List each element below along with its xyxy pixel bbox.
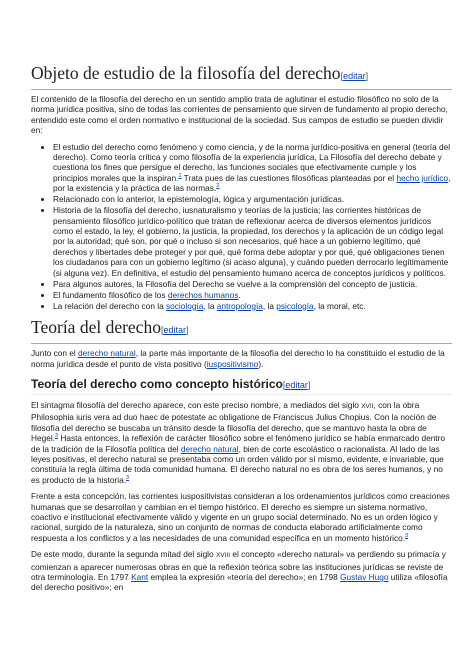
paragraph-text: emplea la expresión «teoría del derecho»; en 1798	[148, 572, 341, 582]
list-item-text: , la	[262, 300, 277, 311]
article-content	[31, 63, 452, 599]
subsection-title: Teoría del derecho como concepto histórico	[31, 376, 283, 391]
list-item: • Relacionado con lo anterior, la epistemología, lógica y argumentación jurídicas.	[53, 194, 452, 204]
edit-section-link[interactable]: editar	[343, 71, 366, 81]
paragraph-text: Hasta entonces, la reflexión de carácter filosófico sobre el fenómeno jurídico se había enmarcado dentro de la tradición de la Filosofía política del	[31, 433, 445, 454]
century-numeral: XVIII	[215, 552, 231, 560]
reference-2[interactable]: 2	[216, 183, 220, 190]
paragraph-text: , la parte más importante de la filosofía del derecho lo ha constituido el estudio de la norma jurídica desde el punto de vista positivo (	[31, 348, 445, 369]
historico-paragraph-1	[31, 400, 452, 485]
edit-section-link-wrapper: [editar]	[160, 325, 189, 336]
list-item	[53, 290, 452, 300]
historico-paragraph-3	[31, 549, 452, 593]
paragraph-text: utiliza «filosofía del derecho positivo»; en	[31, 572, 448, 593]
century-numeral: XVII	[361, 402, 374, 410]
reference-3[interactable]: 3	[54, 433, 59, 440]
list-item-text: , por la existencia y la práctica de las normas.	[53, 172, 451, 194]
list-item	[53, 301, 452, 311]
edit-section-link-wrapper: [editar]	[282, 379, 311, 390]
paragraph-text: , con la obra Philosophia iuris vera ad duo haec de potestate ac obligatione de Franciscus Julius Chopius. Con la noción de filosofía del derecho se buscaba un tránsito desde la filosofía del derecho, que se mantuvo hasta la obra de Hegel.	[31, 399, 437, 444]
section-heading-objeto	[31, 63, 452, 90]
intro-paragraph: El contenido de la filosofía del derecho en un sentido amplio trata de aglutinar el estudio filosófico no solo de la norma jurídica positiva, sino de todas las corrientes de pensamiento que sirven de fundamento al propio derecho, entendido este como el orden normativo e institucional de la sociedad. Sus campos de estudio se pueden dividir en:	[31, 94, 448, 136]
link-sociologia[interactable]: sociología	[166, 300, 204, 311]
list-item-text: .	[238, 289, 241, 300]
paragraph-text: , bien de corte escolástico o racionalista. Al lado de las leyes positivas, el derecho natural se presentaba como un orden válido por sí mismo, evidente, e invariable, que constituía la regla última de toda comunidad humana. El derecho natural no es obra de los seres humanos, y no es producto de la historia.	[31, 443, 444, 485]
section-title: Objeto de estudio de la filosofía del derecho	[31, 63, 341, 83]
link-gustav-hugo[interactable]: Gustav Hugo	[340, 572, 389, 582]
link-psicologia[interactable]: psicología	[276, 300, 314, 311]
paragraph-text: Junto con el	[31, 348, 79, 359]
teoria-paragraph	[31, 348, 452, 369]
list-item-text: La relación del derecho con la	[53, 300, 167, 311]
link-antropologia[interactable]: antropología	[216, 300, 263, 311]
link-hecho-juridico[interactable]: hecho jurídico	[396, 172, 449, 183]
list-item-text: El fundamento filosófico de los	[53, 289, 168, 300]
link-kant[interactable]: Kant	[131, 572, 149, 582]
list-item-text: Trata pues de las cuestiones filosóficas planteadas por el	[181, 172, 397, 183]
historico-paragraph-2	[31, 491, 452, 543]
link-iuspositivismo[interactable]: iuspositivismo	[206, 358, 259, 369]
list-item: • Historia de la filosofía del derecho, iusnaturalismo y teorías de la justicia; las corrientes históricas de pensamiento filosófico jurídico-político que tratan de reflexionar acerca de diversos elementos jurídicos como el estado, la ley, el gobierno, la justicia, la propiedad, los derechos y la aplicación de un código legal por la autoridad; qué son, por qué o incluso si son necesarios, qué hace a un gobierno legítimo, qué derechos y libertades debe proteger y por qué, qué forma debe adoptar y por qué, qué obligaciones tienen los ciudadanos para con un gobierno legítimo (si acaso alguna), y cuándo pueden derrocarlo legítimamente (si alguna vez). En definitiva, el estudio del pensamiento humano acerca de conceptos jurídicos y políticos.	[53, 205, 452, 278]
list-item-text: El estudio del derecho como fenómeno y como ciencia, y de la norma jurídico-positiva en general (teoría del derecho). Como teoría crítica y como filosofía de la experiencia jurídica, La Filosofía del derecho debate y cuestiona los fines que persigue el derecho, las funciones sociales que efectivamente cumple y los principios morales que la inspiran.	[53, 141, 451, 183]
section-title: Teoría del derecho	[31, 317, 161, 338]
list-item: • Para algunos autores, la Filosofía del Derecho se vuelve a la comprensión del concepto de justicia.	[53, 279, 452, 289]
list-item-text: , la	[203, 300, 217, 311]
reference-3[interactable]: 3	[405, 533, 409, 540]
edit-section-link[interactable]: editar	[285, 379, 308, 390]
link-derechos-humanos[interactable]: derechos humanos	[167, 289, 239, 300]
paragraph-text: De este modo, durante la segunda mitad del siglo	[31, 549, 216, 560]
paragraph-text: el concepto «derecho natural» va perdiendo su primacía y comienzan a aparecer numerosas obras en que la reflexión teórica sobre las instituciones jurídicas se reviste de otra terminología. En 1797	[31, 549, 446, 582]
section-heading-teoria	[31, 317, 452, 344]
reference-1[interactable]: 1	[178, 173, 182, 180]
reference-3[interactable]: 3	[126, 474, 130, 481]
subsection-heading-historico	[31, 377, 452, 395]
link-derecho-natural[interactable]: derecho natural	[78, 348, 136, 359]
edit-section-link-wrapper: [editar]	[340, 71, 369, 81]
paragraph-text: Frente a esta concepción, las corrientes iuspositivistas consideran a los ordenamientos jurídicos como creaciones humanas que se desarrollan y cambian en el tiempo histórico. El derecho es siempre un sistema normativo, coactivo e institucional efectivamente válido y vigente en un grupo social determinado. No es un orden lógico y racional, surgido de la naturaleza, sino un conjunto de normas de conducta elaborado artificialmente como respuesta a los conflictos y a las necesidades de una comunidad específica en un momento histórico.	[31, 491, 450, 543]
paragraph-text: El sintagma filosofía del derecho aparece, con este preciso nombre, a mediados del siglo	[31, 399, 362, 410]
paragraph-text: ).	[258, 358, 264, 369]
edit-section-link[interactable]: editar	[163, 325, 186, 336]
study-fields-list	[31, 142, 452, 311]
list-item	[53, 142, 452, 194]
list-item-text: , la moral, etc.	[313, 300, 366, 311]
link-derecho-natural-2[interactable]: derecho natural	[180, 443, 239, 454]
